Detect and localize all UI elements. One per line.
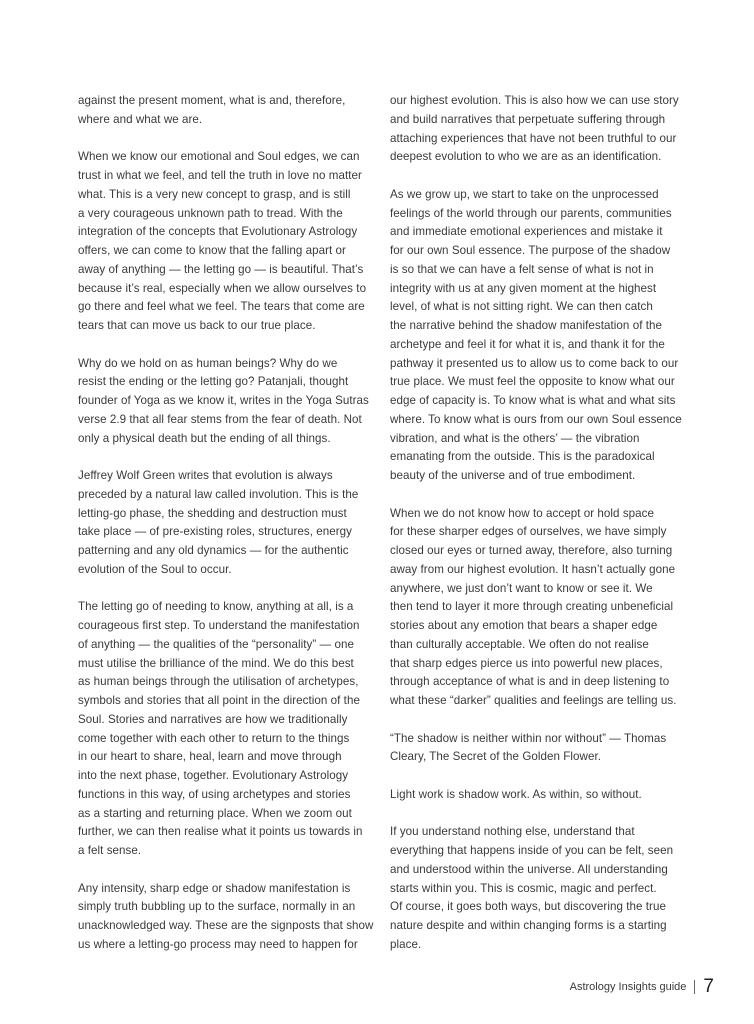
text-line: Why do we hold on as human beings? Why do we — [78, 356, 338, 370]
text-line: vibration, and what is the others’ — the vibration — [390, 431, 640, 445]
text-line: take place — of pre-existing roles, structures, energy — [78, 525, 352, 539]
text-line: Of course, it goes both ways, but discovering the true — [390, 900, 666, 914]
text-line: for our own Soul essence. The purpose of the shadow — [390, 244, 671, 257]
text-line: into the next phase, together. Evolutionary Astrology — [78, 769, 349, 782]
text-line: archetype and feel it for what it is, and thank it for the — [390, 337, 665, 351]
text-line: against the present moment, what is and, therefore, — [78, 94, 346, 107]
text-line: integrity with us at any given moment at the highest — [390, 281, 657, 295]
text-line: resist the ending or the letting go? Patanjali, thought — [78, 375, 349, 389]
text-line: as a starting and returning place. When we zoom out — [78, 806, 352, 820]
text-line: where and what we are. — [78, 112, 203, 126]
paragraph — [390, 92, 700, 167]
text-line: symbols and stories that all point in the direction of the — [78, 694, 360, 707]
text-line: When we do not know how to accept or hold space — [390, 506, 655, 520]
text-line: verse 2.9 that all fear stems from the fear of death. Not — [78, 412, 362, 426]
text-line: through acceptance of what is and in deep listening to — [390, 675, 670, 689]
text-line: feelings of the world through our parents, communities — [390, 206, 672, 220]
text-line: unacknowledged way. These are the signposts that show — [78, 919, 374, 932]
text-line: Any intensity, sharp edge or shadow manifestation is — [78, 881, 351, 895]
text-line: as human beings through the utilisation of archetypes, — [78, 675, 359, 689]
text-line: As we grow up, we start to take on the unprocessed — [390, 187, 659, 201]
text-line: where. To know what is ours from our own Soul essence — [390, 412, 682, 426]
paragraph — [390, 186, 700, 486]
text-line: emanating from the outside. This is the paradoxical — [390, 450, 655, 464]
guide-title: Astrology Insights guide — [569, 981, 687, 993]
text-line: Light work is shadow work. As within, so without. — [390, 787, 642, 801]
text-line: further, we can then realise what it points us towards in — [78, 825, 363, 839]
text-line: Soul. Stories and narratives are how we traditionally — [78, 712, 348, 726]
text-line: everything that happens inside of you can be felt, seen — [390, 844, 674, 857]
text-line: If you understand nothing else, understand that — [390, 825, 635, 839]
text-line: go there and feel what we feel. The tears that come are — [78, 300, 365, 314]
paragraph — [78, 148, 383, 336]
right-column — [390, 92, 700, 973]
text-line: nature despite and within changing forms is a starting — [390, 919, 667, 932]
text-line: functions in this way, of using archetypes and stories — [78, 787, 351, 801]
text-line: founder of Yoga as we know it, writes in the Yoga Sutras — [78, 394, 369, 407]
text-line: tears that can move us back to our true place. — [78, 319, 316, 332]
text-line: our highest evolution. This is also how we can use story — [390, 94, 679, 107]
text-line: stories about any emotion that bears a shaper edge — [390, 619, 658, 632]
text-line: pathway it presented us to allow us to come back to our — [390, 356, 679, 370]
text-line: must utilise the brilliance of the mind. We do this best — [78, 656, 354, 670]
text-line: closed our eyes or turned away, therefore, also turning — [390, 544, 673, 557]
text-line: “The shadow is neither within nor without” — Thomas — [390, 731, 667, 745]
paragraph — [390, 823, 700, 954]
text-line: then tend to layer it more through creating unbeneficial — [390, 600, 674, 614]
paragraph — [390, 730, 700, 768]
paragraph — [78, 92, 383, 130]
text-line: only a physical death but the ending of all things. — [78, 431, 331, 445]
text-line: what. This is a very new concept to grasp, and is still — [78, 187, 351, 201]
text-line: and immediate emotional experiences and mistake it — [390, 225, 663, 239]
text-line: away of anything — the letting go — is beautiful. That’s — [78, 262, 364, 276]
text-line: beauty of the universe and of true embodiment. — [390, 469, 636, 482]
text-line: simply truth bubbling up to the surface, normally in an — [78, 900, 356, 914]
text-line: in our heart to share, heal, learn and move through — [78, 750, 342, 764]
text-line: that sharp edges pierce us into powerful new places, — [390, 656, 663, 670]
paragraph — [78, 880, 383, 955]
text-line: because it’s real, especially when we allow ourselves to — [78, 281, 367, 295]
text-line: courageous first step. To understand the manifestation — [78, 619, 360, 632]
text-line: integration of the concepts that Evolutionary Astrology — [78, 225, 358, 239]
text-line: what these “darker” qualities and feelings are telling us. — [390, 694, 677, 707]
text-line: for these sharper edges of ourselves, we have simply — [390, 525, 667, 539]
left-column — [78, 92, 383, 973]
text-line: place. — [390, 937, 422, 951]
text-line: a very courageous unknown path to tread. With the — [78, 206, 343, 220]
text-line: The letting go of needing to know, anything at all, is a — [78, 600, 354, 614]
text-line: anywhere, we just don’t want to know or see it. We — [390, 581, 653, 595]
text-line: edge of capacity is. To know what is what and what sits — [390, 394, 676, 407]
text-line: and understood within the universe. All understanding — [390, 862, 668, 876]
text-line: the narrative behind the shadow manifestation of the — [390, 319, 663, 332]
paragraph — [390, 505, 700, 711]
text-line: attaching experiences that have not been truthful to our — [390, 131, 677, 145]
text-line: When we know our emotional and Soul edges, we can — [78, 150, 360, 164]
paragraph — [78, 467, 383, 580]
footer-divider — [694, 980, 695, 994]
page-footer — [570, 976, 714, 998]
text-line: patterning and any old dynamics — for the authentic — [78, 544, 349, 557]
text-line: Cleary, The Secret of the Golden Flower. — [390, 750, 602, 764]
page-number: 7 — [703, 976, 714, 997]
text-line: letting-go phase, the shedding and destruction must — [78, 506, 347, 520]
paragraph — [390, 786, 700, 805]
text-line: is so that we can have a felt sense of what is not in — [390, 262, 654, 276]
text-line: Jeffrey Wolf Green writes that evolution is always — [78, 469, 333, 482]
text-line: and build narratives that perpetuate suffering through — [390, 112, 666, 126]
text-line: trust in what we feel, and tell the truth in love no matter — [78, 169, 362, 182]
text-line: starts within you. This is cosmic, magic and perfect. — [390, 881, 657, 895]
text-line: a felt sense. — [78, 844, 142, 857]
text-line: than culturally acceptable. We often do not realise — [390, 637, 649, 651]
text-line: deepest evolution to who we are as an identification. — [390, 150, 662, 164]
text-line: of anything — the qualities of the “personality” — one — [78, 637, 354, 651]
paragraph — [78, 355, 383, 449]
text-line: us where a letting-go process may need to happen for — [78, 937, 358, 951]
text-line: evolution of the Soul to occur. — [78, 562, 232, 576]
text-line: come together with each other to return to the things — [78, 731, 350, 745]
text-line: level, of what is not sitting right. We can then catch — [390, 300, 653, 314]
paragraph — [78, 598, 383, 861]
text-line: preceded by a natural law called involution. This is the — [78, 487, 359, 501]
text-line: true place. We must feel the opposite to know what our — [390, 375, 675, 389]
text-line: offers, we can come to know that the falling apart or — [78, 244, 346, 257]
text-line: away from our highest evolution. It hasn’t actually gone — [390, 562, 676, 576]
